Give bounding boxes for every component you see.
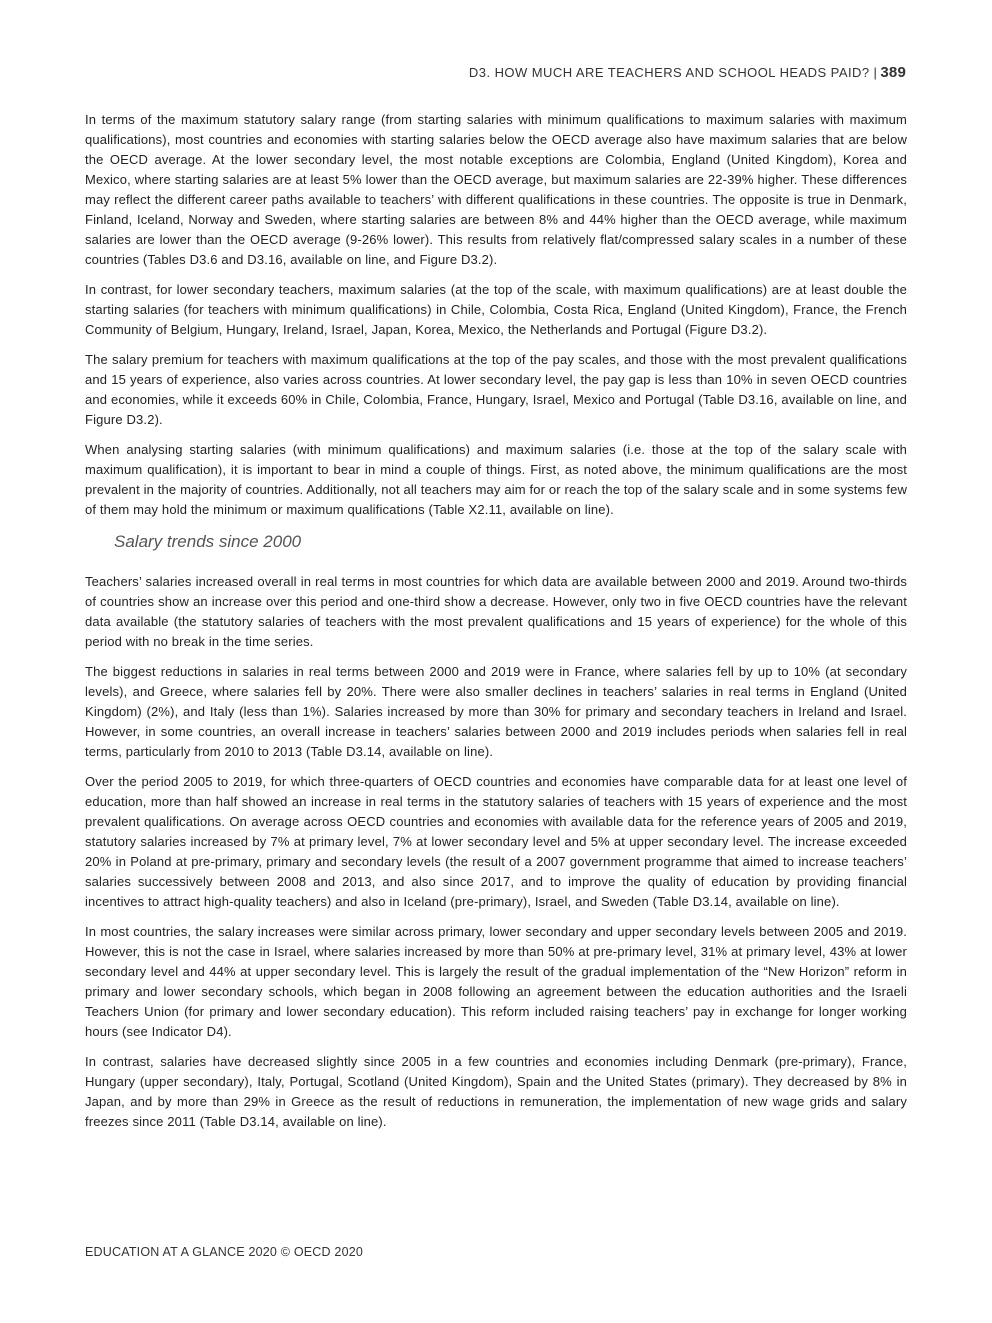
body-paragraph: When analysing starting salaries (with minimum qualifications) and maximum salaries (i.e. those at the top of the salary scale with maximum qualification), it is important to bear in mind a couple of things. First, as noted above, the minimum qualifications are the most prevalent in the majority of countries. Additionally, not all teachers may aim for or reach the top of the salary scale and in some systems few of them may hold the minimum or maximum qualifications (Table X2.11, available on line).: [85, 442, 907, 517]
header-separator: |: [873, 65, 878, 80]
body-paragraph: Over the period 2005 to 2019, for which three-quarters of OECD countries and economies have comparable data for at least one level of education, more than half showed an increase in real terms in the statutory salaries of teachers with 15 years of experience and the most prevalent qualifications. On average across OECD countries and economies with available data for the reference years of 2005 and 2019, statutory salaries increased by 7% at primary level, 7% at lower secondary level and 5% at upper secondary level. The increase exceeded 20% in Poland at pre-primary, primary and secondary levels (the result of a 2007 government programme that aimed to increase teachers’ salaries successively between 2008 and 2013, and also since 2017, and to improve the quality of education by providing financial incentives to attract high-quality teachers) and also in Iceland (pre-primary), Israel, and Sweden (Table D3.14, available on line).: [85, 774, 907, 909]
body-paragraph: In most countries, the salary increases were similar across primary, lower secondary and upper secondary levels between 2005 and 2019. However, this is not the case in Israel, where salaries increased by more than 50% at pre-primary level, 31% at primary level, 43% at lower secondary level and 44% at upper secondary level. This is largely the result of the gradual implementation of the “New Horizon” reform in primary and lower secondary schools, which began in 2008 following an agreement between the education authorities and the Israeli Teachers Union (for primary and lower secondary education). This reform included raising teachers’ pay in exchange for longer working hours (see Indicator D4).: [85, 924, 907, 1039]
section-title: D3. HOW MUCH ARE TEACHERS AND SCHOOL HEADS PAID?: [468, 65, 870, 80]
section-heading: Salary trends since 2000: [114, 532, 302, 551]
running-footer: EDUCATION AT A GLANCE 2020 © OECD 2020: [85, 1245, 364, 1259]
body-paragraph: In terms of the maximum statutory salary range (from starting salaries with minimum qualifications to maximum salaries with maximum qualifications), most countries and economies with starting salaries below the OECD average also have maximum salaries that are below the OECD average. At the lower secondary level, the most notable exceptions are Colombia, England (United Kingdom), Korea and Mexico, where starting salaries are at least 5% lower than the OECD average, but maximum salaries are 22-39% higher. These differences may reflect the different career paths available to teachers’ with different qualifications in these countries. The opposite is true in Denmark, Finland, Iceland, Norway and Sweden, where starting salaries are between 8% and 44% higher than the OECD average, while maximum salaries are lower than the OECD average (9-26% lower). This results from relatively flat/compressed salary scales in a number of these countries (Tables D3.6 and D3.16, available on line, and Figure D3.2).: [85, 112, 907, 267]
body-paragraph: The salary premium for teachers with maximum qualifications at the top of the pay scales, and those with the most prevalent qualifications and 15 years of experience, also varies across countries. At lower secondary level, the pay gap is less than 10% in seven OECD countries and economies, while it exceeds 60% in Chile, Colombia, France, Hungary, Israel, Mexico and Portugal (Table D3.16, available on line, and Figure D3.2).: [85, 352, 907, 427]
body-paragraph: In contrast, salaries have decreased slightly since 2005 in a few countries and economies including Denmark (pre-primary), France, Hungary (upper secondary), Italy, Portugal, Scotland (United Kingdom), Spain and the United States (primary). They decreased by 8% in Japan, and by more than 29% in Greece as the result of reductions in remuneration, the implementation of new wage grids and salary freezes since 2011 (Table D3.14, available on line).: [85, 1054, 907, 1129]
running-header: [469, 64, 906, 81]
page-body: [85, 110, 907, 1142]
body-paragraph: In contrast, for lower secondary teachers, maximum salaries (at the top of the scale, with maximum qualifications) are at least double the starting salaries (for teachers with minimum qualifications) in Chile, Colombia, Costa Rica, England (United Kingdom), France, the French Community of Belgium, Hungary, Ireland, Israel, Japan, Korea, Mexico, the Netherlands and Portugal (Figure D3.2).: [85, 282, 907, 337]
body-paragraph: Teachers’ salaries increased overall in real terms in most countries for which data are available between 2000 and 2019. Around two-thirds of countries show an increase over this period and one-third show a decrease. However, only two in five OECD countries have the relevant data available (the statutory salaries of teachers with the most prevalent qualifications and 15 years of experience) for the whole of this period with no break in the time series.: [85, 574, 907, 649]
page-number: 389: [880, 64, 906, 81]
body-paragraph: The biggest reductions in salaries in real terms between 2000 and 2019 were in France, where salaries fell by up to 10% (at secondary levels), and Greece, where salaries fell by 20%. There were also smaller declines in teachers’ salaries in real terms in England (United Kingdom) (2%), and Italy (less than 1%). Salaries increased by more than 30% for primary and secondary teachers in Ireland and Israel. However, in some countries, an overall increase in teachers’ salaries between 2000 and 2019 includes periods when salaries fell in real terms, particularly from 2010 to 2013 (Table D3.14, available on line).: [85, 664, 907, 759]
